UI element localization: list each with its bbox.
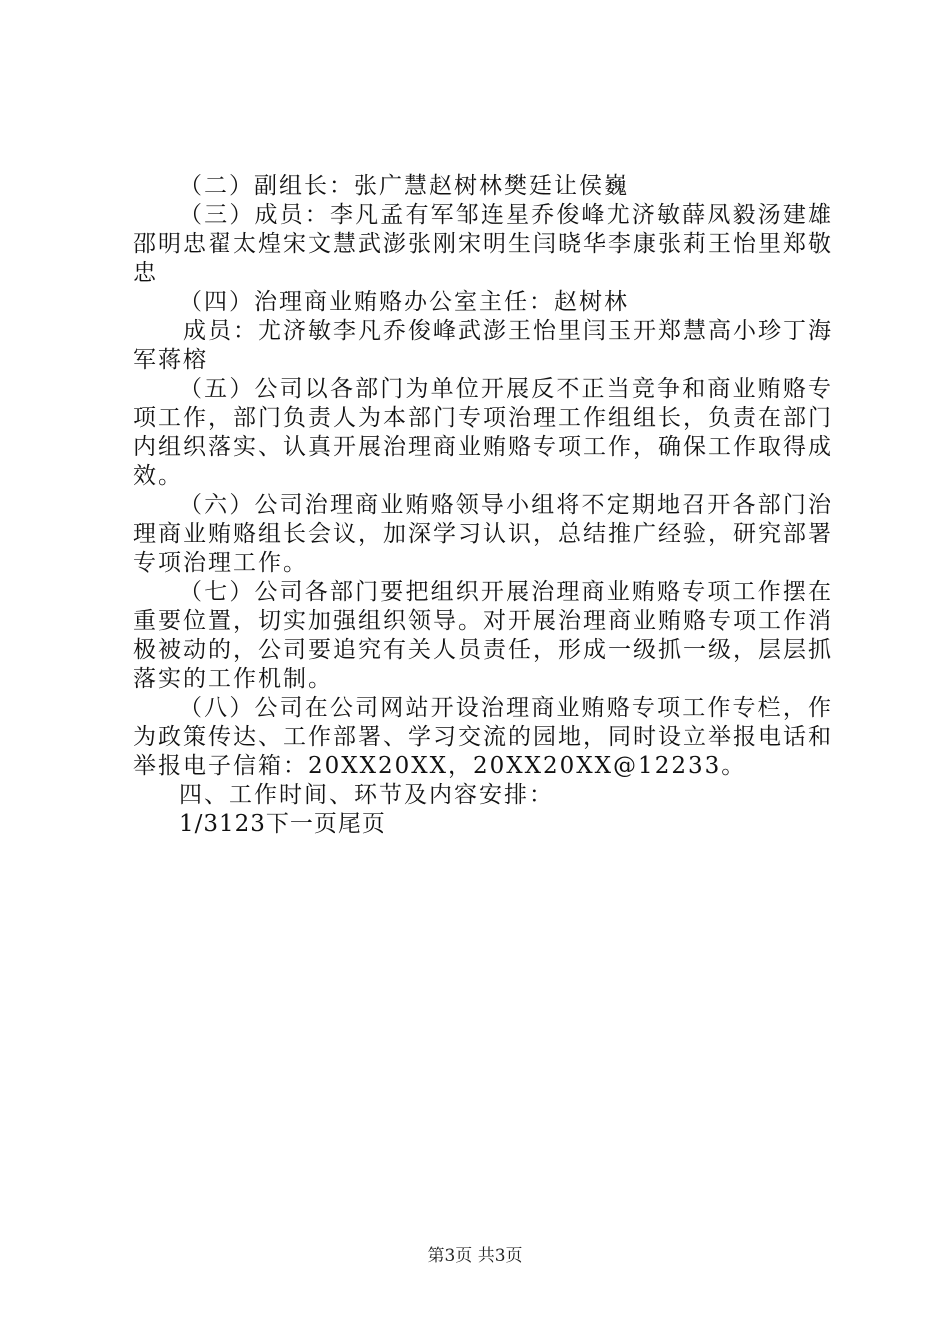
- next-page-link[interactable]: 下一页: [265, 811, 338, 837]
- page-footer: [0, 1245, 950, 1267]
- pagination-position: 1/3123: [179, 811, 266, 837]
- page-number: 第3页 共3页: [427, 1246, 523, 1266]
- section-heading-four: 四、工作时间、环节及内容安排：: [179, 782, 554, 808]
- paragraph-item-seven: （七）公司各部门要把组织开展治理商业贿赂专项工作摆在重要位置，切实加强组织领导。对开展治理商业贿赂专项工作消极被动的，公司要追究有关人员责任，形成一级抓一级，层层抓落实的工作机制。: [133, 579, 833, 692]
- document-body: [133, 172, 833, 839]
- paragraph-item-six: （六）公司治理商业贿赂领导小组将不定期地召开各部门治理商业贿赂组长会议，加深学习认识，总结推广经验，研究部署专项治理工作。: [133, 492, 833, 576]
- last-page-link[interactable]: 尾页: [337, 811, 386, 837]
- paragraph-office-director: （四）治理商业贿赂办公室主任：赵树林: [179, 289, 629, 315]
- paragraph-item-five: （五）公司以各部门为单位开展反不正当竞争和商业贿赂专项工作，部门负责人为本部门专项治理工作组组长，负责在部门内组织落实、认真开展治理商业贿赂专项工作，确保工作取得成效。: [133, 376, 833, 489]
- paragraph-item-eight: （八）公司在公司网站开设治理商业贿赂专项工作专栏，作为政策传达、工作部署、学习交流的园地，同时设立举报电话和举报电子信箱：20XX20XX，20XX20XX@12233。: [133, 695, 833, 779]
- pagination: [133, 810, 833, 839]
- paragraph-members: （三）成员：李凡孟有军邹连星乔俊峰尤济敏薛凤毅汤建雄邵明忠翟太煌宋文慧武澎张刚宋明生闫晓华李康张莉王怡里郑敬忠: [133, 202, 833, 286]
- paragraph-office-members: 成员：尤济敏李凡乔俊峰武澎王怡里闫玉开郑慧高小珍丁海军蒋榕: [133, 318, 833, 373]
- paragraph-vice-leaders: （二）副组长：张广慧赵树林樊廷让侯巍: [179, 173, 629, 199]
